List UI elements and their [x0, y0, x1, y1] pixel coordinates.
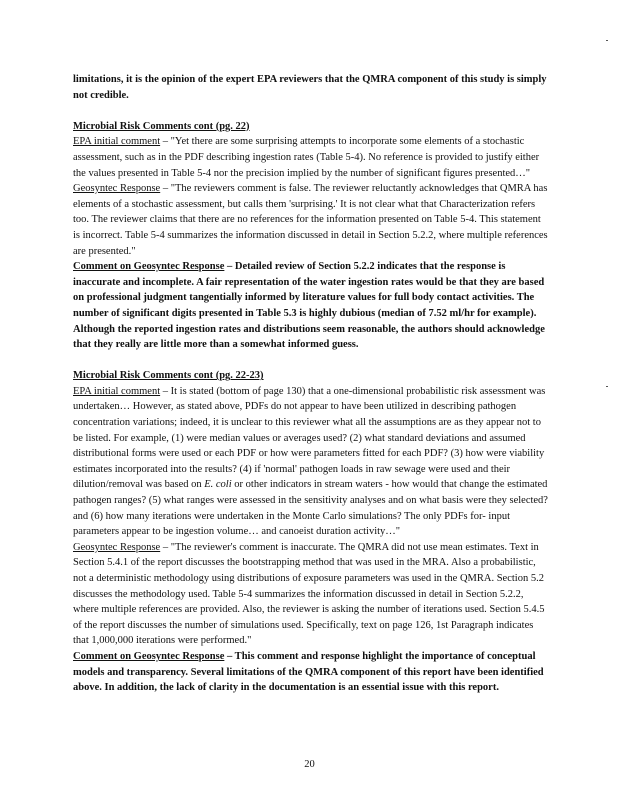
section2-comment-label: Comment on Geosyntec Response — [73, 650, 225, 662]
section1-epa-comment — [73, 134, 549, 181]
section1-geosyntec-response — [73, 181, 549, 259]
scan-speck — [606, 40, 608, 41]
section2-epa-comment — [73, 384, 549, 540]
document-page — [73, 72, 549, 696]
section1-comment-text: – Detailed review of Section 5.2.2 indicates that the response is inaccurate and incomplete. A fair representation of the water ingestion rates would be that they are based on professional judgment tangentially informed by literature values for full body contact activities. The number of significant digits presented in Table 5.3 is highly dubious (median of 7.52 ml/hr for example). Although the reported ingestion rates and distributions seem reasonable, the authors should acknowledge that they really are little more than a somewhat informed guess. — [73, 261, 545, 351]
scan-speck — [606, 386, 608, 387]
section2-comment-text: – This comment and response highlight the importance of conceptual models and transparency. Several limitations of the QMRA component of this report have been identified above. In addition, the lack of clarity in the documentation is an essential issue with this report. — [73, 650, 544, 694]
section1-epa-label: EPA initial comment — [73, 136, 161, 148]
spacer — [73, 103, 549, 119]
section2-geo-label: Geosyntec Response — [73, 541, 161, 553]
section2-heading: Microbial Risk Comments cont (pg. 22-23) — [73, 370, 264, 382]
section2-comment-on-response — [73, 649, 549, 696]
section2-geosyntec-response — [73, 540, 549, 649]
section2-epa-text-b: or other indicators in stream waters - how would that change the estimated pathogen ranges? (5) what ranges were assessed in the sensitivity analyses and on what basis were they selected? and (6) how many iterations were undertaken in the Monte Carlo simulations? The only PDFs for- input parameters appear to be ingestion volume… and canoeist duration activity…" — [73, 479, 548, 538]
section2-epa-italic: E. coli — [204, 479, 232, 491]
section1-comment-label: Comment on Geosyntec Response — [73, 261, 225, 273]
section2-geo-text: – "The reviewer's comment is inaccurate. The QMRA did not use mean estimates. Text in Section 5.4.1 of the report discusses the bootstrapping method that was used in the MRA. Also a probabilistic, not a deterministic methodology using distributions of exposure parameters was used in the QMRA. Section 5.2 discusses the methodology used. Table 5-4 summarizes the information discussed in detail in Section 5.2.2, where multiple references are provided. Also, the reviewer is asking the number of iterations used. Section 5.4.5 of the report discusses the number of simulations used. Specifically, text on page 126, 1st Paragraph indicates that 1,000,000 iterations were performed." — [73, 541, 545, 647]
section1-heading: Microbial Risk Comments cont (pg. 22) — [73, 120, 250, 132]
section1-comment-on-response — [73, 259, 549, 353]
section1-geo-text: – "The reviewers comment is false. The reviewer reluctantly acknowledges that QMRA has elements of a stochastic assessment, but calls them 'surprising.' It is not clear what that Characterization refers too. The reviewer claims that there are no references for the information presented on Table 5-4. This statement is incorrect. Table 5-4 summarizes the information discussed in detail in Section 5.2.2, where multiple references are presented." — [73, 183, 548, 257]
section2-epa-label: EPA initial comment — [73, 385, 161, 397]
section1-epa-text: – "Yet there are some surprising attempts to incorporate some elements of a stochastic assessment, such as in the PDF describing ingestion rates (Table 5-4). No reference is provided to justify either the values presented in Table 5-4 nor the precision implied by the number of significant figures presented…" — [73, 136, 540, 179]
section2-epa-text-a: – It is stated (bottom of page 130) that a one-dimensional probabilistic risk assessment was undertaken… However, as stated above, PDFs do not appear to have been utilized in describing pathogen concentration variations; indeed, it is unclear to this reviewer what all the assumptions are as they appear not to be listed. For example, (1) were median values or averages used? (2) what standard deviations and assumed distributional forms were used or each PDF or how were parameters fitted for each PDF? (3) how were viability estimates incorporated into the results? (4) if 'normal' pathogen loads in raw sewage were used and their dilution/removal was based on — [73, 385, 546, 491]
intro-paragraph: limitations, it is the opinion of the expert EPA reviewers that the QMRA component of this study is simply not credible. — [73, 74, 547, 101]
spacer — [73, 353, 549, 369]
section1-geo-label: Geosyntec Response — [73, 183, 161, 195]
page-number: 20 — [304, 759, 315, 770]
